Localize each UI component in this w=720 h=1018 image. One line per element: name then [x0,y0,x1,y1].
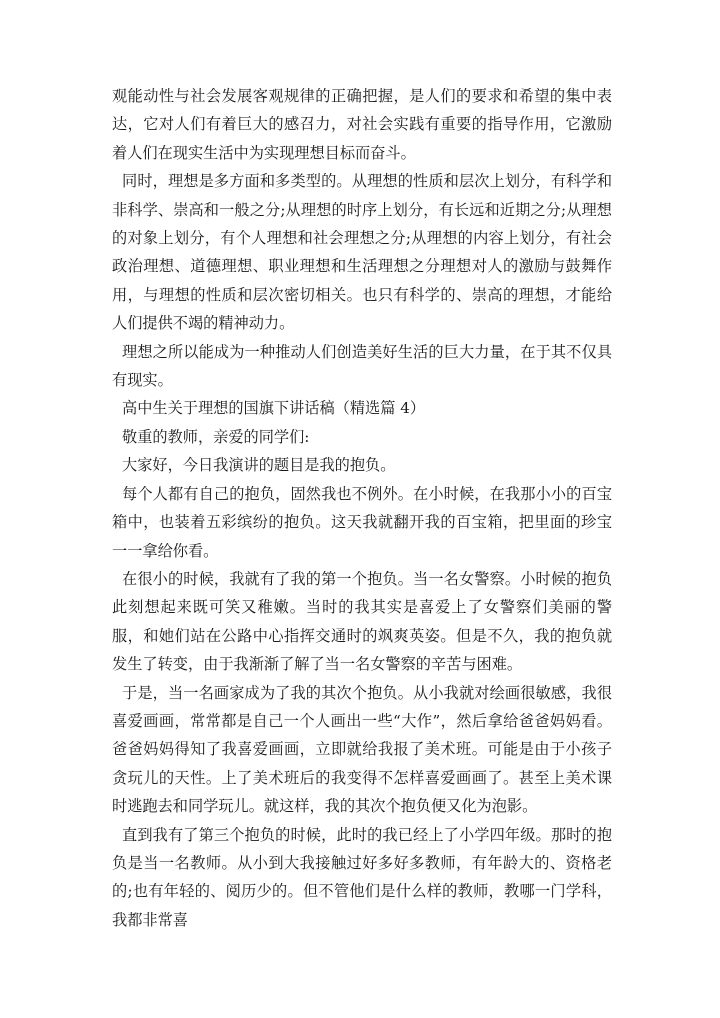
paragraph-ideal-types: 同时，理想是多方面和多类型的。从理想的性质和层次上划分，有科学和非科学、崇高和一般之分;从理想的时序上划分，有长远和近期之分;从理想的对象上划分，有个人理想和社会理想之分;从理想的内容上划分，有社会政治理想、道德理想、职业理想和生活理想之分理想对人的激励与鼓舞作用，与理想的性质和层次密切相关。也只有科学的、崇高的理想，才能给人们提供不竭的精神动力。 [112,172,612,333]
paragraph-second-dream: 于是，当一名画家成为了我的其次个抱负。从小我就对绘画很敏感，我很喜爱画画，常常都是自己一个人画出一些“大作”，然后拿给爸爸妈妈看。爸爸妈妈得知了我喜爱画画，立即就给我报了美术班。可能是由于小孩子贪玩儿的天性。上了美术班后的我变得不怎样喜爱画画了。甚至上美术课时逃跑去和同学玩儿。就这样，我的其次个抱负便又化为泡影。 [112,683,612,816]
section-heading: 高中生关于理想的国旗下讲话稿（精选篇 4） [122,399,426,418]
paragraph-third-dream: 直到我有了第三个抱负的时候，此时的我已经上了小学四年级。那时的抱负是当一名教师。从小到大我接触过好多好多教师，有年龄大的、资格老的;也有年轻的、阅历少的。但不管他们是什么样的教师，教哪一门学科，我都非常喜 [112,825,612,929]
document-page [112,82,612,934]
salutation: 敬重的教师，亲爱的同学们: [122,427,310,446]
greeting: 大家好，今日我演讲的题目是我的抱负。 [122,456,396,475]
paragraph-continuation: 观能动性与社会发展客观规律的正确把握，是人们的要求和希望的集中表达，它对人们有着巨大的感召力，对社会实践有重要的指导作用，它激励着人们在现实生活中为实现理想目标而奋斗。 [112,87,612,162]
paragraph-first-dream: 在很小的时候，我就有了我的第一个抱负。当一名女警察。小时候的抱负此刻想起来既可笑又稚嫩。当时的我其实是喜爱上了女警察们美丽的警服，和她们站在公路中心指挥交通时的飒爽英姿。但是不久，我的抱负就发生了转变，由于我渐渐了解了当一名女警察的辛苦与困难。 [112,569,612,674]
paragraph-ideal-power: 理想之所以能成为一种推动人们创造美好生活的巨大力量，在于其不仅具有现实。 [112,342,612,390]
paragraph-treasure-box: 每个人都有自己的抱负，固然我也不例外。在小时候，在我那小小的百宝箱中，也装着五彩缤纷的抱负。这天我就翻开我的百宝箱，把里面的珍宝一一拿给你看。 [112,484,612,560]
